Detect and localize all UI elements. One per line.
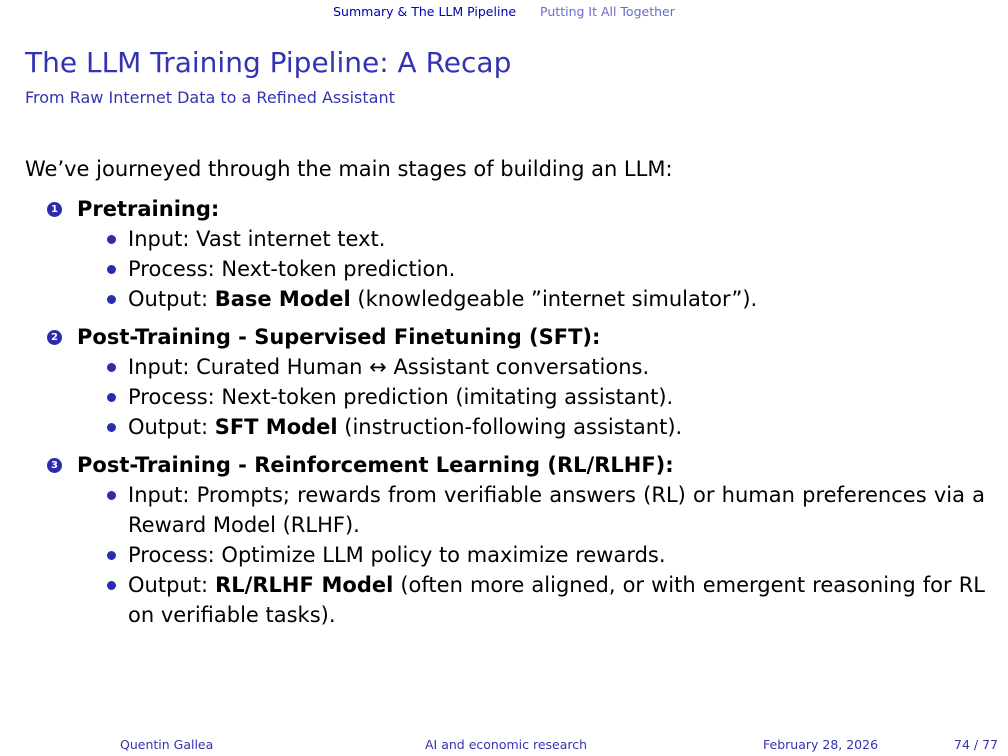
bullet-list: [25, 352, 985, 442]
nav-section-link[interactable]: Summary & The LLM Pipeline: [333, 4, 517, 19]
bullet-item: Input: Curated Human ↔ Assistant conversations.: [128, 352, 985, 382]
bullet-prefix: Output:: [128, 573, 216, 597]
bullet-suffix: (often more aligned, or with emergent reasoning for RL on verifiable tasks).: [128, 573, 985, 627]
stage-title: Post-Training - Reinforcement Learning (RL/RLHF):: [77, 453, 674, 477]
bullet-item: [128, 412, 985, 442]
bullet-item: [128, 284, 985, 314]
bullet-emphasis: SFT Model: [214, 415, 338, 439]
footer-author: Quentin Gallea: [120, 737, 214, 752]
bullet-list: [25, 224, 985, 314]
stage-number-badge: 3: [47, 458, 62, 473]
bullet-item: Process: Next-token prediction.: [128, 254, 985, 284]
bullet-item: Input: Prompts; rewards from verifiable answers (RL) or human preferences via a Reward Model (RLHF).: [128, 480, 985, 540]
slide-title: The LLM Training Pipeline: A Recap: [25, 46, 512, 79]
bullet-suffix: (instruction-following assistant).: [337, 415, 683, 439]
bullet-item: Process: Next-token prediction (imitating assistant).: [128, 382, 985, 412]
slide-content: [25, 154, 985, 638]
footer-page-number: 74 / 77: [954, 737, 998, 752]
footer-bar: [0, 737, 1008, 753]
bullet-item: Process: Optimize LLM policy to maximize rewards.: [128, 540, 985, 570]
bullet-item: [128, 570, 985, 630]
stage-heading: [25, 322, 985, 352]
bullet-list: [25, 480, 985, 630]
stage-title: Pretraining:: [77, 197, 220, 221]
bullet-prefix: Output:: [128, 415, 215, 439]
bullet-suffix: (knowledgeable ”internet simulator”).: [350, 287, 758, 311]
stage-pretraining: [25, 194, 985, 314]
stage-heading: [25, 450, 985, 480]
bullet-item: Input: Vast internet text.: [128, 224, 985, 254]
stage-sft: [25, 322, 985, 442]
stage-number-badge: 2: [47, 330, 62, 345]
footer-date: February 28, 2026: [763, 737, 879, 752]
stage-number-badge: 1: [47, 202, 62, 217]
bullet-prefix: Output:: [128, 287, 215, 311]
stage-heading: [25, 194, 985, 224]
stage-rl: [25, 450, 985, 630]
bullet-emphasis: Base Model: [214, 287, 351, 311]
bullet-emphasis: RL/RLHF Model: [215, 573, 394, 597]
intro-text: We’ve journeyed through the main stages of building an LLM:: [25, 157, 673, 181]
footer-talk-title: AI and economic research: [425, 737, 588, 752]
slide-subtitle: From Raw Internet Data to a Refined Assistant: [25, 88, 395, 107]
stage-title: Post-Training - Supervised Finetuning (SFT):: [77, 325, 601, 349]
header-navigation: [0, 4, 1008, 19]
nav-subsection-link[interactable]: Putting It All Together: [540, 4, 675, 19]
